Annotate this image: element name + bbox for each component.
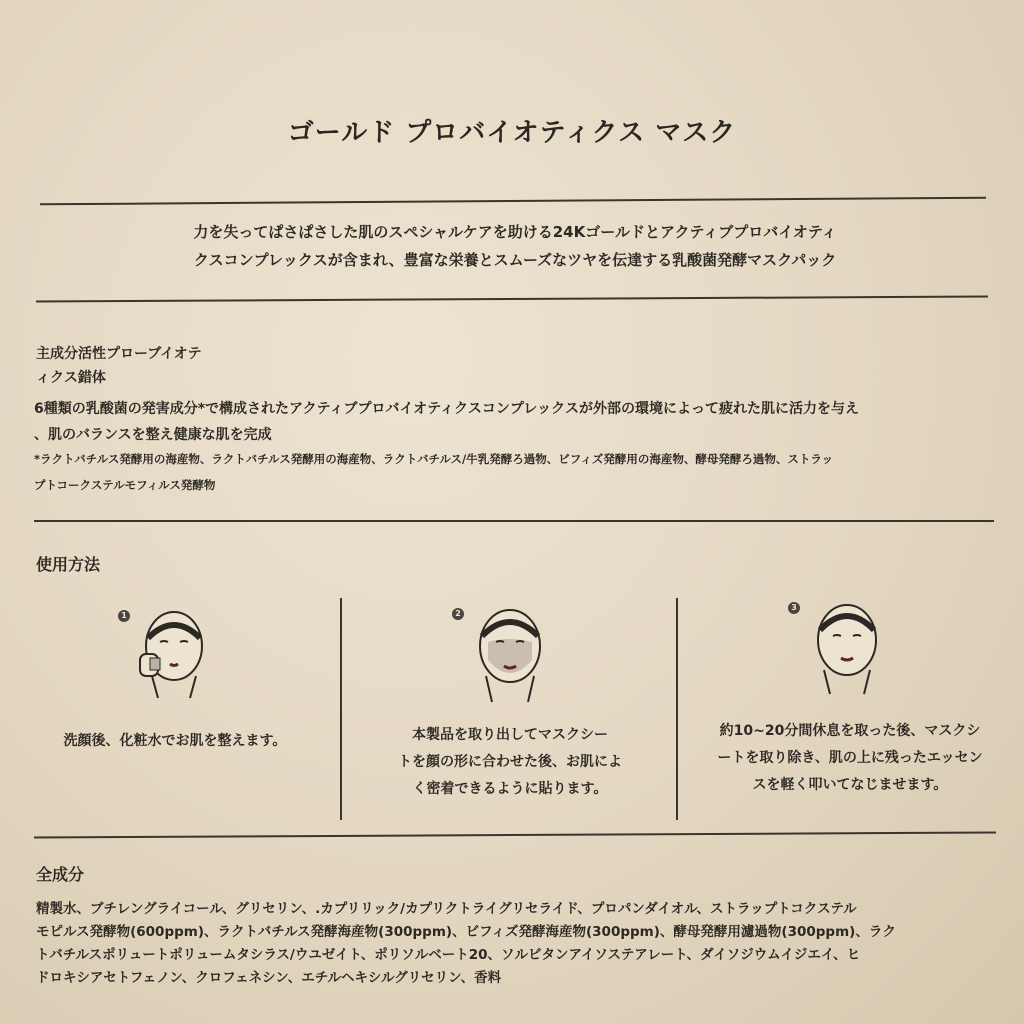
key-ingredient-desc-line-1: 6種類の乳酸菌の発害成分*で構成されたアクティブプロバイオティクスコンプレックスが外部の環境によって疲れた肌に活力を与え — [34, 401, 859, 417]
key-ingredient-note-line-1: *ラクトバチルス発酵用の海産物、ラクトバチルス発酵用の海産物、ラクトバチルス/牛乳発酵ろ過物、ビフィズ発酵用の海産物、酵母発酵ろ過物、ストラッ — [34, 452, 834, 466]
intro-text — [120, 218, 910, 274]
step-2-line-3: く密着できるように貼ります。 — [412, 781, 608, 797]
step-divider-2 — [676, 598, 678, 820]
step-3-line-1: 約10~20分間休息を取った後、マスクシ — [719, 723, 981, 739]
face-finish-icon — [800, 590, 894, 702]
intro-line-1: 力を失ってぱさぱさした肌のスペシャルケアを助ける24Kゴールドとアクティブプロバイオティ — [193, 223, 837, 241]
step-text-3 — [690, 718, 1010, 799]
full-ingredients-title: 全成分 — [36, 865, 85, 884]
step-2-line-1: 本製品を取り出してマスクシー — [412, 727, 608, 743]
key-ingredient-note — [34, 446, 994, 498]
full-ingredients-line-4: ドロキシアセトフェノン、クロフェネシン、エチルヘキシルグリセリン、香料 — [36, 970, 502, 986]
step-divider-1 — [340, 598, 342, 820]
divider-top — [40, 197, 986, 206]
face-mask-icon — [462, 594, 558, 710]
step-text-2 — [350, 722, 670, 803]
product-title: ゴールド プロバイオティクス マスク — [287, 118, 737, 148]
divider-usage — [34, 831, 996, 838]
key-ingredient-description — [34, 396, 994, 448]
usage-title: 使用方法 — [36, 555, 101, 574]
step-2-line-2: トを顔の形に合わせた後、お肌によ — [398, 754, 622, 770]
step-number-2: 2 — [452, 608, 464, 620]
full-ingredients-line-1: 精製水、ブチレングライコール、グリセリン、.カプリリック/カプリクトライグリセライド、プロパンダイオル、ストラップトコクステル — [36, 901, 857, 917]
face-cleansing-icon — [130, 598, 220, 708]
key-ingredient-note-line-2: プトコークステルモフィルス発酵物 — [34, 478, 216, 492]
step-1-line-1: 洗顔後、化粧水でお肌を整えます。 — [63, 733, 287, 749]
full-ingredients-list — [36, 898, 996, 990]
full-ingredients-line-3: トバチルスポリュートポリュームタシラス/ウユゼイト、ポリソルベート20、ソルビタンアイソステアレート、ダイソジウムイジエイ、ヒ — [36, 947, 861, 963]
divider-intro — [36, 296, 988, 303]
full-ingredients-line-2: モピルス発酵物(600ppm)、ラクトバチルス発酵海産物(300ppm)、ビフィズ発酵海産物(300ppm)、酵母発酵用濾過物(300ppm)、ラク — [36, 924, 896, 940]
key-ingredient-desc-line-2: 、肌のバランスを整え健康な肌を完成 — [34, 427, 272, 443]
key-ingredient-heading-line-1: 主成分活性プローブイオテ — [36, 346, 202, 362]
step-number-1: 1 — [118, 610, 130, 622]
key-ingredient-heading — [36, 342, 276, 390]
step-number-3: 3 — [788, 602, 800, 614]
intro-line-2: クスコンプレックスが含まれ、豊富な栄養とスムーズなツヤを伝達する乳酸菌発酵マスクパック — [193, 251, 837, 269]
step-3-line-3: スを軽く叩いてなじませます。 — [752, 777, 948, 793]
key-ingredient-heading-line-2: ィクス錯体 — [36, 370, 106, 386]
divider-ingredients — [34, 520, 994, 522]
step-text-1 — [20, 728, 330, 755]
step-3-line-2: ートを取り除き、肌の上に残ったエッセン — [717, 750, 983, 766]
